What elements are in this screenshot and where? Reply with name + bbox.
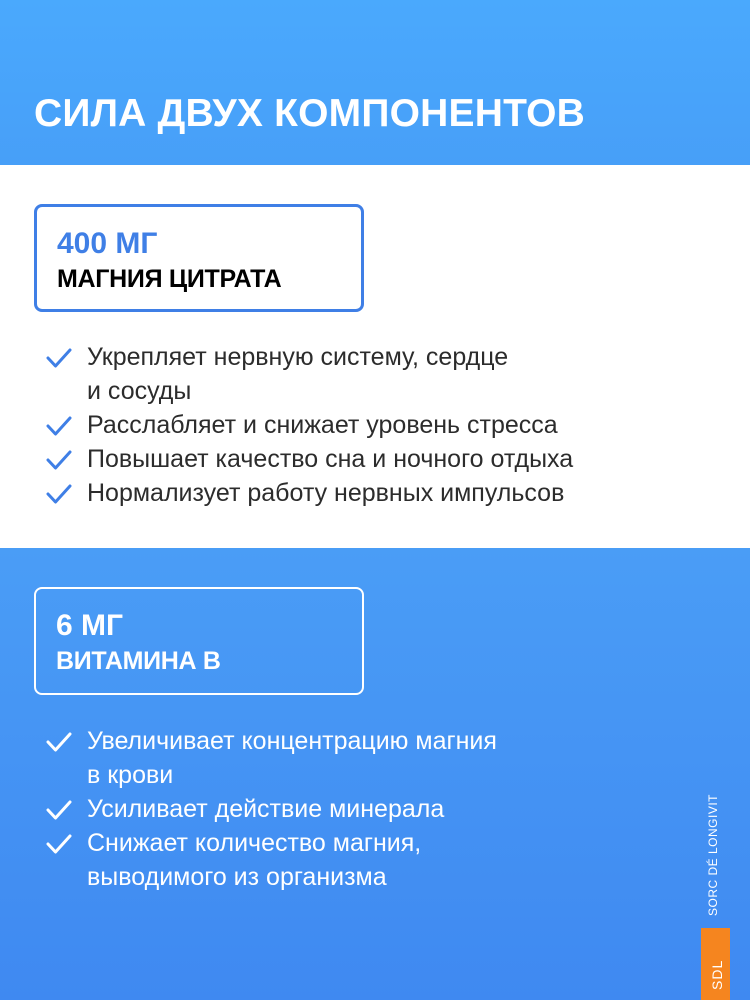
magnesium-name: МАГНИЯ ЦИТРАТА (57, 265, 282, 293)
list-item (46, 792, 686, 826)
benefit-line: Нормализует работу нервных импульсов (87, 479, 565, 507)
header-banner (0, 0, 750, 165)
check-icon (46, 347, 72, 369)
vitamin-b-benefits-list (46, 724, 686, 894)
list-item (46, 340, 686, 408)
list-item (46, 408, 686, 442)
page-title: СИЛА ДВУХ КОМПОНЕНТОВ (34, 92, 586, 135)
check-icon (46, 449, 72, 471)
list-item (46, 724, 686, 792)
list-item (46, 442, 686, 476)
list-item (46, 826, 686, 894)
vitamin-b-amount: 6 МГ (56, 609, 124, 642)
benefit-line: и сосуды (87, 377, 192, 405)
vitamin-b-card (34, 587, 364, 695)
benefit-line: Увеличивает концентрацию магния (87, 727, 497, 755)
magnesium-amount: 400 МГ (57, 227, 158, 260)
benefit-line: Повышает качество сна и ночного отдыха (87, 445, 574, 473)
vitamin-b-name: ВИТАМИНА B (56, 647, 221, 675)
check-icon (46, 833, 72, 855)
benefit-line: Расслабляет и снижает уровень стресса (87, 411, 558, 439)
benefit-line: Снижает количество магния, (87, 829, 422, 857)
brand-badge-label: SDL (709, 959, 725, 990)
magnesium-card (34, 204, 364, 312)
list-item (46, 476, 686, 510)
check-icon (46, 799, 72, 821)
magnesium-benefits-list (46, 340, 686, 510)
benefit-line: в крови (87, 761, 174, 789)
check-icon (46, 415, 72, 437)
benefit-line: Укрепляет нервную систему, сердце (87, 343, 509, 371)
brand-name-vertical: SORC DÉ LONGIVIT (706, 793, 720, 916)
brand-badge (701, 928, 730, 1000)
check-icon (46, 731, 72, 753)
benefit-line: Усиливает действие минерала (87, 795, 445, 823)
benefit-line: выводимого из организма (87, 863, 387, 891)
check-icon (46, 483, 72, 505)
